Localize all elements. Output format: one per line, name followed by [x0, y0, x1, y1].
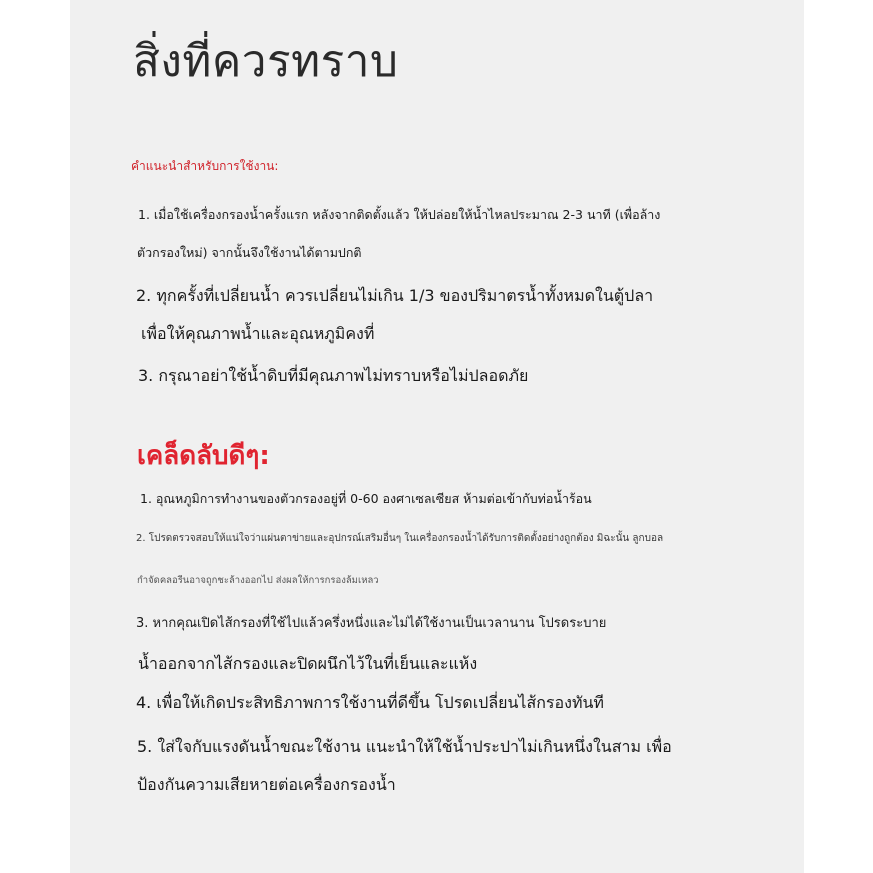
tip-line-3: 3. หากคุณเปิดไส้กรองที่ใช้ไปแล้วครึ่งหนึ่งและไม่ได้ใช้งานเป็นเวลานาน โปรดระบาย: [136, 616, 607, 631]
usage-line-1: 1. เมื่อใช้เครื่องกรองน้ำครั้งแรก หลังจากติดตั้งแล้ว ให้ปล่อยให้น้ำไหลประมาณ 2-3 นาที (เพื่อล้าง: [138, 207, 661, 222]
usage-line-2: 2. ทุกครั้งที่เปลี่ยนน้ำ ควรเปลี่ยนไม่เกิน 1/3 ของปริมาตรน้ำทั้งหมดในตู้ปลา: [136, 286, 654, 305]
tip-line-2-cont: กำจัดคลอรีนอาจถูกชะล้างออกไป ส่งผลให้การกรองล้มเหลว: [137, 575, 379, 586]
tip-line-4: 4. เพื่อให้เกิดประสิทธิภาพการใช้งานที่ดีขึ้น โปรดเปลี่ยนไส้กรองทันที: [136, 693, 604, 712]
tip-line-3-cont: น้ำออกจากไส้กรองและปิดผนึกไว้ในที่เย็นและแห้ง: [138, 654, 478, 673]
tip-line-1: 1. อุณหภูมิการทำงานของตัวกรองอยู่ที่ 0-60 องศาเซลเซียส ห้ามต่อเข้ากับท่อน้ำร้อน: [140, 491, 592, 506]
usage-line-1-cont: ตัวกรองใหม่) จากนั้นจึงใช้งานได้ตามปกติ: [137, 245, 362, 260]
tips-heading: เคล็ดลับดีๆ:: [137, 441, 270, 471]
page-title: สิ่งที่ควรทราบ: [133, 36, 399, 87]
tip-line-5-cont: ป้องกันความเสียหายต่อเครื่องกรองน้ำ: [137, 775, 396, 794]
usage-line-3: 3. กรุณาอย่าใช้น้ำดิบที่มีคุณภาพไม่ทราบหรือไม่ปลอดภัย: [138, 366, 529, 385]
tip-line-2: 2. โปรดตรวจสอบให้แน่ใจว่าแผ่นตาข่ายและอุปกรณ์เสริมอื่นๆ ในเครื่องกรองน้ำได้รับการติดตั้งอย่างถูกต้อง มิฉะนั้น ลูกบอล: [136, 533, 664, 544]
tip-line-5: 5. ใส่ใจกับแรงดันน้ำขณะใช้งาน แนะนำให้ใช้น้ำประปาไม่เกินหนึ่งในสาม เพื่อ: [137, 737, 672, 756]
usage-heading: คำแนะนำสำหรับการใช้งาน:: [131, 159, 279, 173]
instruction-panel: [70, 0, 804, 873]
usage-line-2-cont: เพื่อให้คุณภาพน้ำและอุณหภูมิคงที่: [141, 324, 375, 343]
